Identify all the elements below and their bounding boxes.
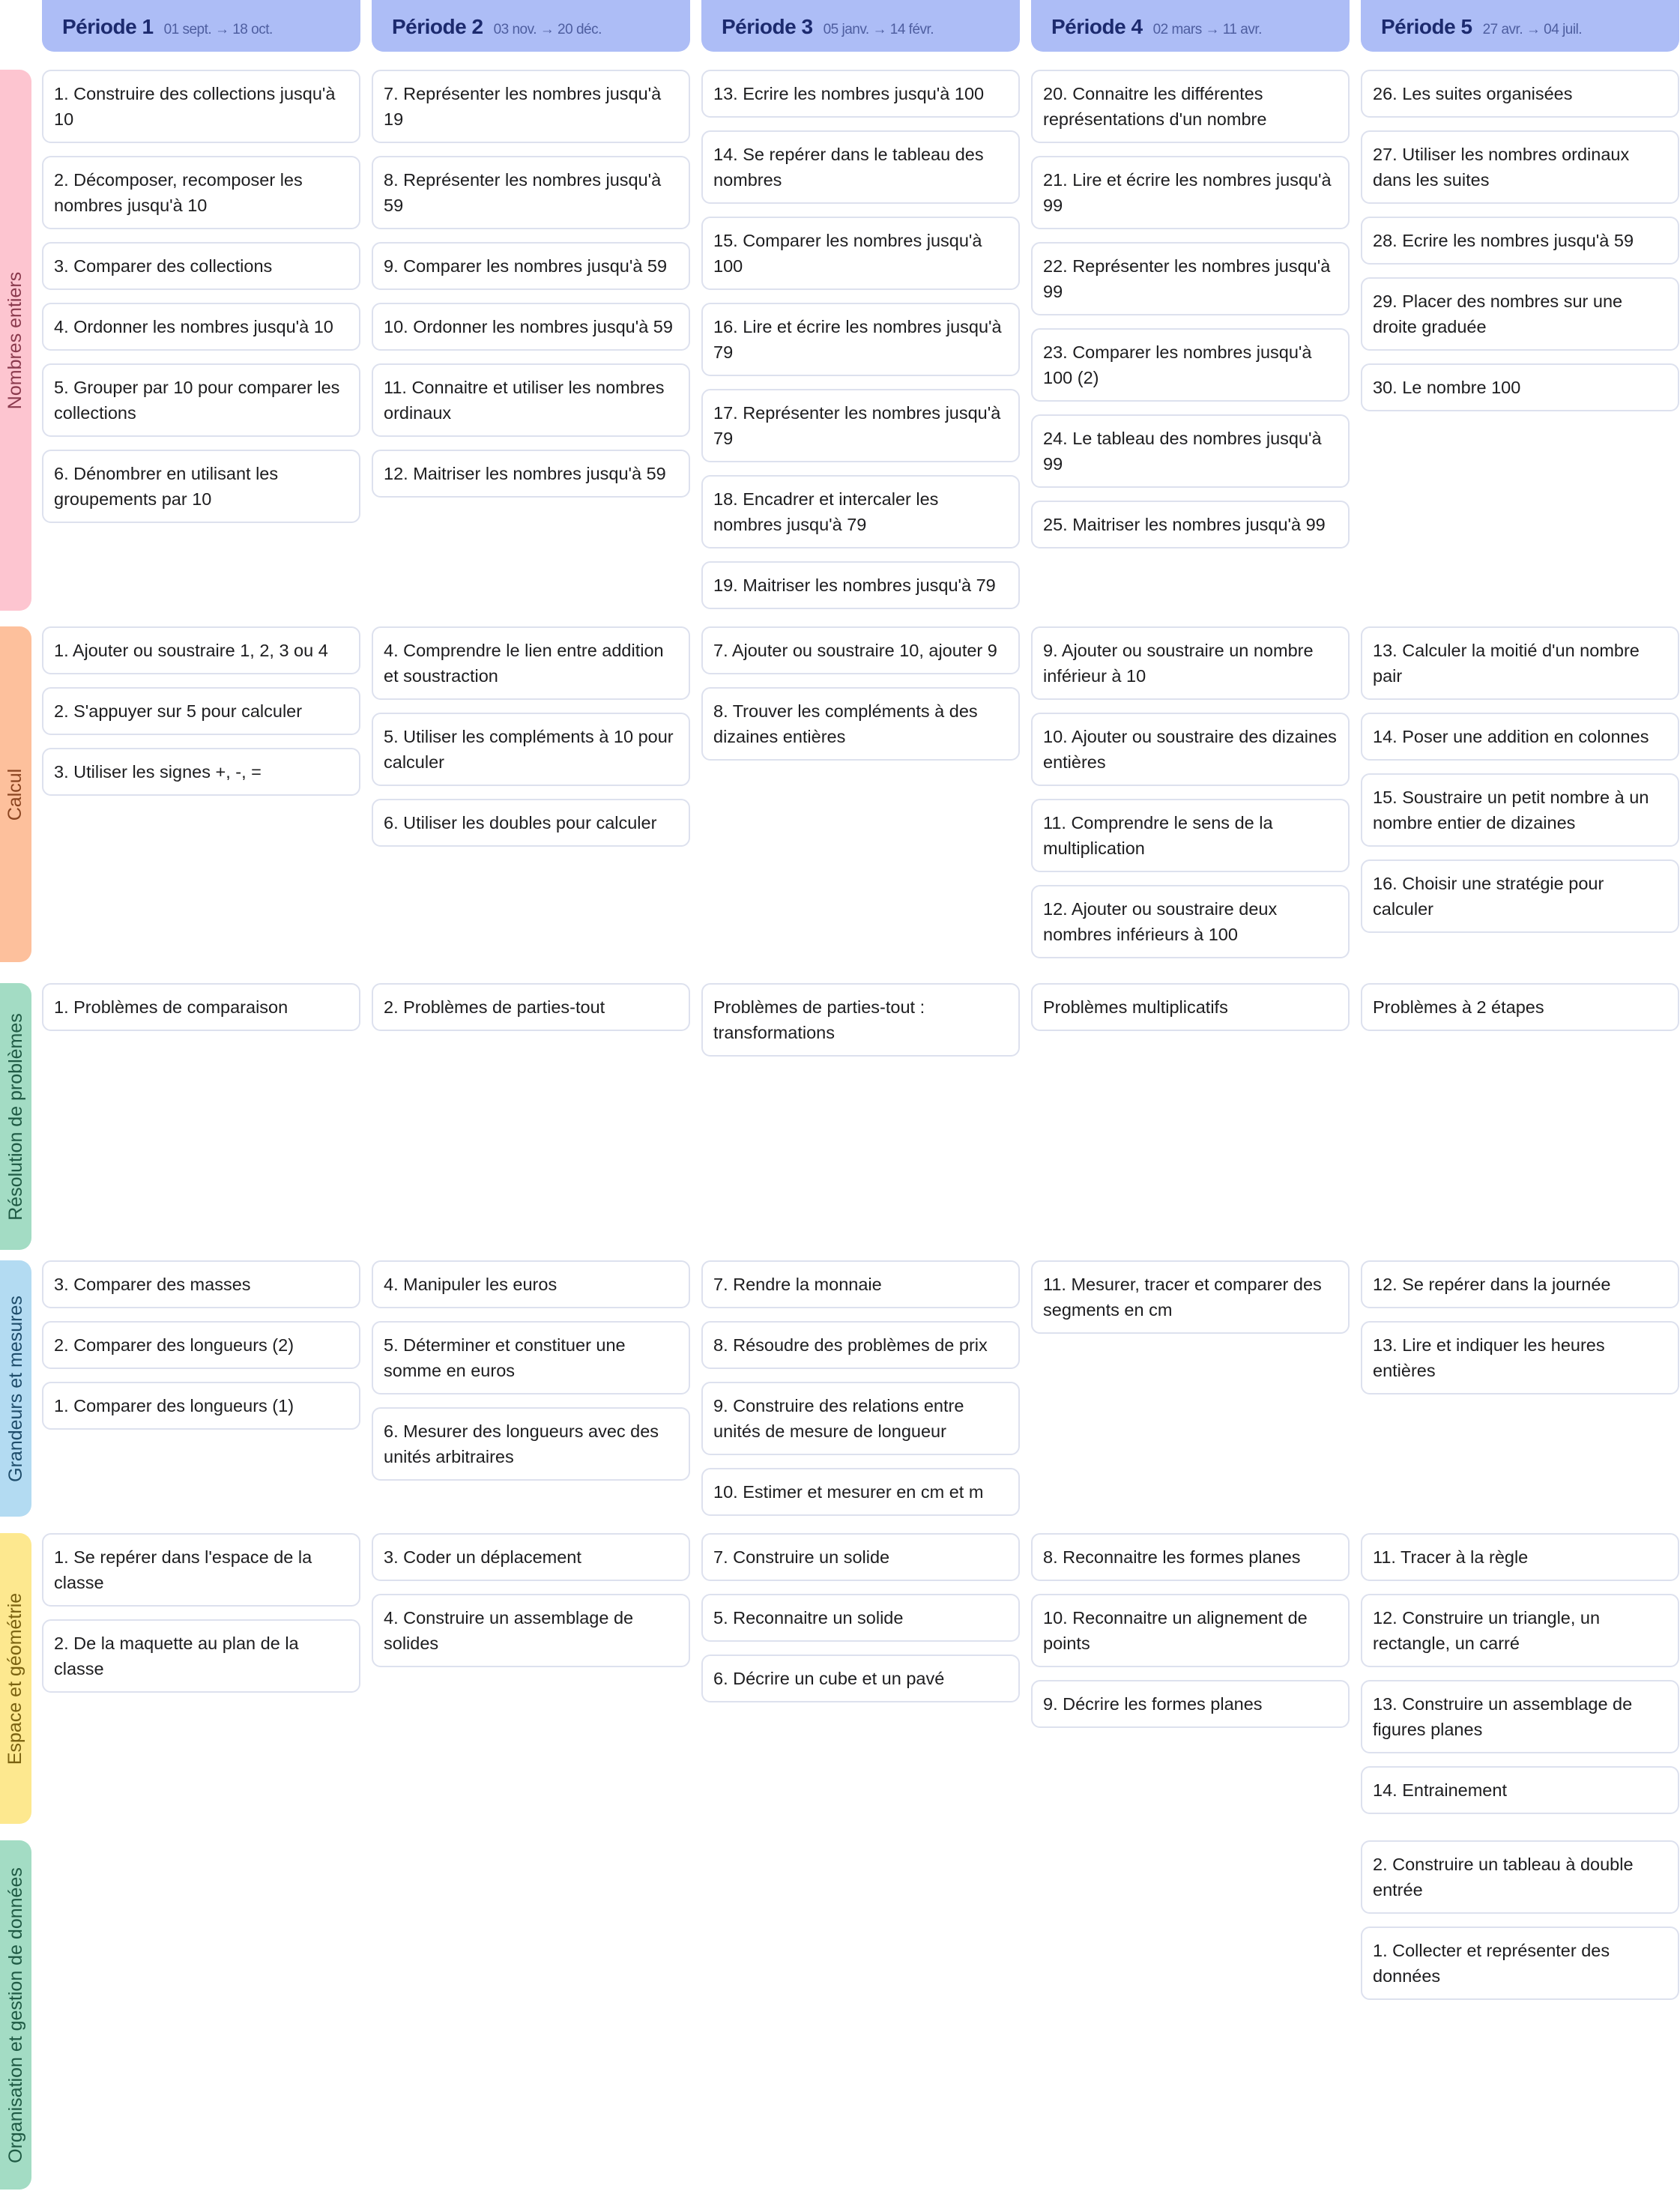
period-cell xyxy=(701,983,1020,1057)
period-cell xyxy=(372,1533,690,1667)
period-cell xyxy=(1361,1260,1679,1394)
lesson-card[interactable]: 12. Maitriser les nombres jusqu'à 59 xyxy=(372,450,690,498)
period-title: Période 3 xyxy=(722,15,813,38)
lesson-card[interactable]: 15. Comparer les nombres jusqu'à 100 xyxy=(701,217,1020,290)
period-title: Période 5 xyxy=(1381,15,1472,38)
lesson-card[interactable]: 9. Comparer les nombres jusqu'à 59 xyxy=(372,242,690,290)
period-header-2 xyxy=(372,0,690,52)
lesson-card[interactable]: 11. Tracer à la règle xyxy=(1361,1533,1679,1581)
domain-label xyxy=(0,626,31,962)
period-dates: 05 janv. → 14 févr. xyxy=(823,22,934,37)
lesson-card[interactable]: 15. Soustraire un petit nombre à un nombre entier de dizaines xyxy=(1361,773,1679,847)
lesson-card[interactable]: 5. Reconnaitre un solide xyxy=(701,1594,1020,1642)
lesson-card[interactable]: 4. Construire un assemblage de solides xyxy=(372,1594,690,1667)
lesson-card[interactable]: 3. Coder un déplacement xyxy=(372,1533,690,1581)
lesson-card[interactable]: 3. Utiliser les signes +, -, = xyxy=(42,748,360,796)
lesson-card[interactable]: 25. Maitriser les nombres jusqu'à 99 xyxy=(1031,501,1350,549)
lesson-card[interactable]: 22. Représenter les nombres jusqu'à 99 xyxy=(1031,242,1350,315)
lesson-card[interactable]: 7. Construire un solide xyxy=(701,1533,1020,1581)
period-cell xyxy=(1361,1840,1679,2000)
lesson-card[interactable]: 6. Dénombrer en utilisant les groupements par 10 xyxy=(42,450,360,523)
lesson-card[interactable]: 2. Décomposer, recomposer les nombres jusqu'à 10 xyxy=(42,156,360,229)
period-cell xyxy=(1031,983,1350,1031)
period-title: Période 2 xyxy=(392,15,483,38)
domain-label-text: Espace et géométrie xyxy=(4,1592,26,1765)
lesson-card[interactable]: 1. Collecter et représenter des données xyxy=(1361,1927,1679,2000)
period-header-1 xyxy=(42,0,360,52)
domain-row xyxy=(0,1533,1680,1824)
lesson-card[interactable]: Problèmes à 2 étapes xyxy=(1361,983,1679,1031)
period-dates: 02 mars → 11 avr. xyxy=(1152,22,1262,37)
period-cell xyxy=(42,983,360,1031)
lesson-card[interactable]: 21. Lire et écrire les nombres jusqu'à 99 xyxy=(1031,156,1350,229)
lesson-card[interactable]: 2. Problèmes de parties-tout xyxy=(372,983,690,1031)
lesson-card[interactable]: 10. Ordonner les nombres jusqu'à 59 xyxy=(372,303,690,351)
lesson-card[interactable]: 1. Construire des collections jusqu'à 10 xyxy=(42,70,360,143)
domain-label xyxy=(0,983,31,1250)
lesson-card[interactable]: 29. Placer des nombres sur une droite graduée xyxy=(1361,277,1679,351)
lesson-card[interactable]: 1. Se repérer dans l'espace de la classe xyxy=(42,1533,360,1607)
lesson-card[interactable]: 7. Ajouter ou soustraire 10, ajouter 9 xyxy=(701,626,1020,674)
period-cell xyxy=(1031,626,1350,958)
domain-label-text: Grandeurs et mesures xyxy=(4,1295,26,1482)
lesson-card[interactable]: 7. Rendre la monnaie xyxy=(701,1260,1020,1308)
period-cell xyxy=(42,1260,360,1430)
lesson-card[interactable]: 20. Connaitre les différentes représentations d'un nombre xyxy=(1031,70,1350,143)
lesson-card[interactable]: 17. Représenter les nombres jusqu'à 79 xyxy=(701,389,1020,462)
period-cell xyxy=(701,70,1020,609)
period-cell xyxy=(1361,1533,1679,1814)
lesson-card[interactable]: 13. Construire un assemblage de figures planes xyxy=(1361,1680,1679,1753)
lesson-card[interactable]: Problèmes multiplicatifs xyxy=(1031,983,1350,1031)
domain-label-text: Calcul xyxy=(4,768,26,821)
lesson-card[interactable]: 2. Comparer des longueurs (2) xyxy=(42,1321,360,1369)
domain-label-text: Nombres entiers xyxy=(4,271,26,409)
lesson-card[interactable]: 19. Maitriser les nombres jusqu'à 79 xyxy=(701,561,1020,609)
lesson-card[interactable]: 8. Représenter les nombres jusqu'à 59 xyxy=(372,156,690,229)
domain-label xyxy=(0,1260,31,1517)
lesson-card[interactable]: 12. Se repérer dans la journée xyxy=(1361,1260,1679,1308)
lesson-card[interactable]: 14. Entrainement xyxy=(1361,1766,1679,1814)
period-header-4 xyxy=(1031,0,1350,52)
domain-row xyxy=(0,70,1680,611)
lesson-card[interactable]: 6. Mesurer des longueurs avec des unités arbitraires xyxy=(372,1407,690,1481)
lesson-card[interactable]: 4. Comprendre le lien entre addition et soustraction xyxy=(372,626,690,700)
period-title: Période 4 xyxy=(1051,15,1143,38)
lesson-card[interactable]: 1. Problèmes de comparaison xyxy=(42,983,360,1031)
period-cell xyxy=(1031,1260,1350,1334)
lesson-card[interactable]: 28. Ecrire les nombres jusqu'à 59 xyxy=(1361,217,1679,265)
lesson-card[interactable]: 11. Connaitre et utiliser les nombres ordinaux xyxy=(372,363,690,437)
domain-label xyxy=(0,1840,31,2190)
period-cell xyxy=(372,1260,690,1481)
lesson-card[interactable]: 2. S'appuyer sur 5 pour calculer xyxy=(42,687,360,735)
domain-row xyxy=(0,626,1680,962)
lesson-card[interactable]: 13. Ecrire les nombres jusqu'à 100 xyxy=(701,70,1020,118)
period-cell xyxy=(1361,626,1679,933)
lesson-card[interactable]: 6. Utiliser les doubles pour calculer xyxy=(372,799,690,847)
lesson-card[interactable]: 5. Grouper par 10 pour comparer les collections xyxy=(42,363,360,437)
period-header-3 xyxy=(701,0,1020,52)
lesson-card[interactable]: 13. Lire et indiquer les heures entières xyxy=(1361,1321,1679,1394)
lesson-card[interactable]: 11. Mesurer, tracer et comparer des segments en cm xyxy=(1031,1260,1350,1334)
lesson-card[interactable]: 26. Les suites organisées xyxy=(1361,70,1679,118)
period-cell xyxy=(372,983,690,1031)
period-cell xyxy=(372,70,690,498)
lesson-card[interactable]: 3. Comparer des masses xyxy=(42,1260,360,1308)
domain-label-text: Organisation et gestion de données xyxy=(4,1867,26,2163)
lesson-card[interactable]: 9. Décrire les formes planes xyxy=(1031,1680,1350,1728)
domain-label xyxy=(0,70,31,611)
lesson-card[interactable]: 10. Ajouter ou soustraire des dizaines entières xyxy=(1031,713,1350,786)
lesson-card[interactable]: 5. Utiliser les compléments à 10 pour calculer xyxy=(372,713,690,786)
period-dates: 27 avr. → 04 juil. xyxy=(1482,22,1583,37)
period-cell xyxy=(1031,70,1350,549)
period-dates: 01 sept. → 18 oct. xyxy=(163,22,273,37)
lesson-card[interactable]: 27. Utiliser les nombres ordinaux dans les suites xyxy=(1361,130,1679,204)
lesson-card[interactable]: 23. Comparer les nombres jusqu'à 100 (2) xyxy=(1031,328,1350,402)
period-cell xyxy=(42,1533,360,1693)
period-dates: 03 nov. → 20 déc. xyxy=(493,22,602,37)
period-cell xyxy=(701,1260,1020,1516)
lesson-card[interactable]: 2. De la maquette au plan de la classe xyxy=(42,1619,360,1693)
lesson-card[interactable]: 16. Lire et écrire les nombres jusqu'à 79 xyxy=(701,303,1020,376)
lesson-card[interactable]: 1. Comparer des longueurs (1) xyxy=(42,1382,360,1430)
lesson-card[interactable]: 1. Ajouter ou soustraire 1, 2, 3 ou 4 xyxy=(42,626,360,674)
period-title: Période 1 xyxy=(62,15,154,38)
lesson-card[interactable]: 24. Le tableau des nombres jusqu'à 99 xyxy=(1031,414,1350,488)
lesson-card[interactable]: 16. Choisir une stratégie pour calculer xyxy=(1361,859,1679,933)
period-cell xyxy=(701,1533,1020,1702)
period-cell xyxy=(372,626,690,847)
period-cell xyxy=(1031,1533,1350,1728)
lesson-card[interactable]: 8. Trouver les compléments à des dizaines entières xyxy=(701,687,1020,761)
lesson-card[interactable]: 9. Construire des relations entre unités de mesure de longueur xyxy=(701,1382,1020,1455)
lesson-card[interactable]: 12. Construire un triangle, un rectangle, un carré xyxy=(1361,1594,1679,1667)
period-cell xyxy=(1361,70,1679,411)
lesson-card[interactable]: 14. Se repérer dans le tableau des nombres xyxy=(701,130,1020,204)
period-cell xyxy=(1361,983,1679,1031)
lesson-card[interactable]: 4. Ordonner les nombres jusqu'à 10 xyxy=(42,303,360,351)
lesson-card[interactable]: 18. Encadrer et intercaler les nombres jusqu'à 79 xyxy=(701,475,1020,549)
domain-row xyxy=(0,983,1680,1250)
domain-row xyxy=(0,1840,1680,2190)
period-header-5 xyxy=(1361,0,1679,52)
lesson-card[interactable]: 2. Construire un tableau à double entrée xyxy=(1361,1840,1679,1914)
lesson-card[interactable]: 9. Ajouter ou soustraire un nombre inférieur à 10 xyxy=(1031,626,1350,700)
period-cell xyxy=(701,626,1020,761)
lesson-card[interactable]: 6. Décrire un cube et un pavé xyxy=(701,1654,1020,1702)
lesson-card[interactable]: 11. Comprendre le sens de la multiplication xyxy=(1031,799,1350,872)
lesson-card[interactable]: 10. Reconnaitre un alignement de points xyxy=(1031,1594,1350,1667)
period-cell xyxy=(42,70,360,523)
lesson-card[interactable]: 13. Calculer la moitié d'un nombre pair xyxy=(1361,626,1679,700)
lesson-card[interactable]: 3. Comparer des collections xyxy=(42,242,360,290)
lesson-card[interactable]: 14. Poser une addition en colonnes xyxy=(1361,713,1679,761)
domain-label-text: Résolution de problèmes xyxy=(4,1012,26,1221)
lesson-card[interactable]: 8. Reconnaitre les formes planes xyxy=(1031,1533,1350,1581)
lesson-card[interactable]: 12. Ajouter ou soustraire deux nombres inférieurs à 100 xyxy=(1031,885,1350,958)
lesson-card[interactable]: 8. Résoudre des problèmes de prix xyxy=(701,1321,1020,1369)
domain-label xyxy=(0,1533,31,1824)
lesson-card[interactable]: Problèmes de parties-tout : transformations xyxy=(701,983,1020,1057)
lesson-card[interactable]: 7. Représenter les nombres jusqu'à 19 xyxy=(372,70,690,143)
lesson-card[interactable]: 30. Le nombre 100 xyxy=(1361,363,1679,411)
lesson-card[interactable]: 10. Estimer et mesurer en cm et m xyxy=(701,1468,1020,1516)
lesson-card[interactable]: 4. Manipuler les euros xyxy=(372,1260,690,1308)
domain-row xyxy=(0,1260,1680,1517)
period-cell xyxy=(42,626,360,796)
lesson-card[interactable]: 5. Déterminer et constituer une somme en euros xyxy=(372,1321,690,1394)
